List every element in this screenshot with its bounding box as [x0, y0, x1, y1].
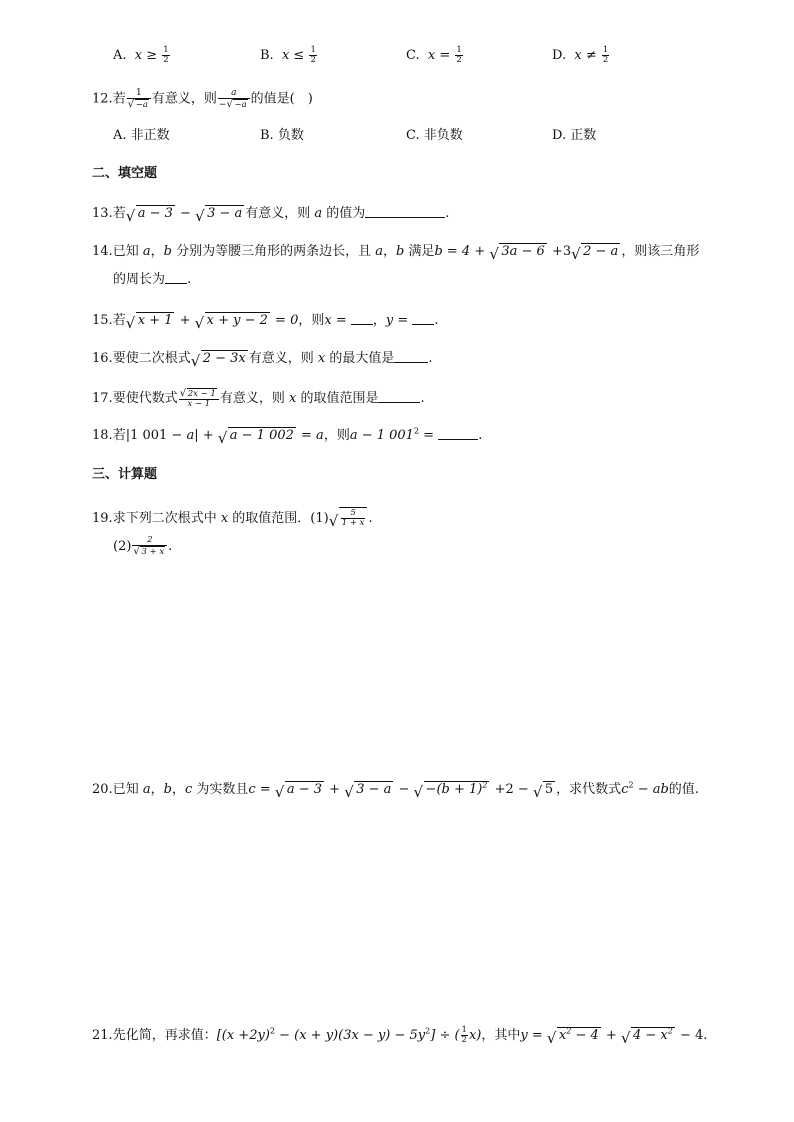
fraction: 2 √ 3 + x — [132, 536, 167, 557]
fraction: √ $\frac{2x - 1}{x - 1}$ — [179, 388, 219, 409]
radical: √ 3a − 6 — [489, 243, 547, 261]
q11-option-d: D. x ≠ $\frac{1}{2}$ — [552, 45, 609, 65]
question-19-part-2: (2) 2 √ 3 + x . — [113, 536, 172, 557]
radical — [329, 507, 369, 528]
question-16: 16.要使二次根式√ 2 − 3x 有意义，则 x 的最大值是 . — [92, 350, 433, 368]
answer-blank[interactable] — [394, 350, 428, 363]
question-20: 20.已知 a，b，c 为实数且c = √ a − 3 + √ 3 − a − √ $-(b + 1)^2 +2$ − √ 5 ，求代数式$c^2$ − ab的值. — [92, 781, 699, 799]
section-heading-calculation: 三、计算题 — [92, 467, 158, 482]
answer-blank[interactable] — [365, 205, 445, 218]
radical: √ 3 − a — [195, 205, 245, 223]
radical: √ a − 3 — [275, 781, 325, 799]
answer-blank-y[interactable] — [412, 312, 434, 325]
q12-option-b: B. 负数 — [260, 128, 304, 143]
q12-option-a: A. 非正数 — [113, 128, 170, 143]
q12-option-c: C. 非负数 — [406, 128, 463, 143]
question-14-continued: 的周长为 . — [113, 272, 192, 287]
question-number: 12. — [92, 91, 113, 107]
radical: √ x + y − 2 — [195, 312, 271, 330]
radical: √ 5 — [533, 781, 556, 799]
q11-option-c: C. x = $\frac{1}{2}$ — [406, 45, 462, 65]
question-14: 14.已知 a，b 分别为等腰三角形的两条边长，且 a，b 满足b = 4 + √ 3a − 6 +3√ 2 − a ，则该三角形 — [92, 243, 699, 261]
answer-blank[interactable] — [165, 271, 187, 284]
fraction: √ $\frac{5}{1 + x}$ — [341, 508, 365, 528]
fraction: $\frac{1}{2}$ — [310, 45, 316, 65]
radical: √ $4 - x^2$ — [621, 1027, 676, 1045]
radical: √ $x^2 - 4$ — [547, 1027, 602, 1045]
section-heading-fill-in: 二、填空题 — [92, 166, 158, 181]
question-18: 18.若|1 001 − a| + √ a − 1 002 = a，则a − 1 $001^2$ = . — [92, 427, 482, 445]
radical: √ a − 3 — [126, 205, 176, 223]
q12-option-d: D. 正数 — [552, 128, 597, 143]
radical: √ 2 − a — [571, 243, 621, 261]
radical: √ $-(b + 1)^2$ — [414, 781, 491, 799]
fraction: $\frac{1}{2}$ — [456, 45, 462, 65]
question-13: 13.若√ a − 3 − √ 3 − a 有意义，则 a 的值为 . — [92, 205, 449, 223]
fraction: $\frac{1}{2}$ — [602, 45, 609, 65]
answer-blank[interactable] — [378, 390, 420, 403]
question-17: 17.要使代数式 √ $\frac{2x - 1}{x - 1}$ 有意义，则 x 的取值范围是 . — [92, 388, 425, 409]
question-15: 15.若√ x + 1 + √ x + y − 2 = 0，则x = ，y = . — [92, 312, 439, 330]
fraction: $\frac{a}{-√ -a}$ — [218, 88, 250, 110]
question-12: 12.若 1 √ −a 有意义，则 $\frac{a}{-√ -a}$ 的值是( ) — [92, 88, 313, 110]
answer-blank-x[interactable] — [351, 312, 373, 325]
fraction: $\frac{1}{2}$ — [461, 1025, 467, 1045]
radical: √ 3 − a — [344, 781, 394, 799]
q11-option-b: B. x ≤ $\frac{1}{2}$ — [260, 45, 316, 65]
q11-option-a: A. x ≥ $\frac{1}{2}$ — [113, 45, 169, 65]
answer-blank[interactable] — [438, 427, 478, 440]
radical: √ x + 1 — [126, 312, 176, 330]
radical: √ a − 1 002 — [218, 427, 297, 445]
question-21: 21.先化简，再求值：$[(x +2y)^2 - (x + y)(3x - y) - 5y^2]$ ÷ ( $\frac{1}{2}$ x)，其中y = √ $x^2 - 4$ + √ $4 - x^2 - 4$. — [92, 1026, 707, 1045]
question-19: 19.求下列二次根式中 x 的取值范围．(1) √ $\frac{5}{1 + x}$ . — [92, 507, 373, 528]
radical: √ 2 − 3x — [191, 350, 249, 368]
fraction: 1 √ −a — [127, 88, 151, 110]
fraction: $\frac{1}{2}$ — [163, 45, 169, 65]
